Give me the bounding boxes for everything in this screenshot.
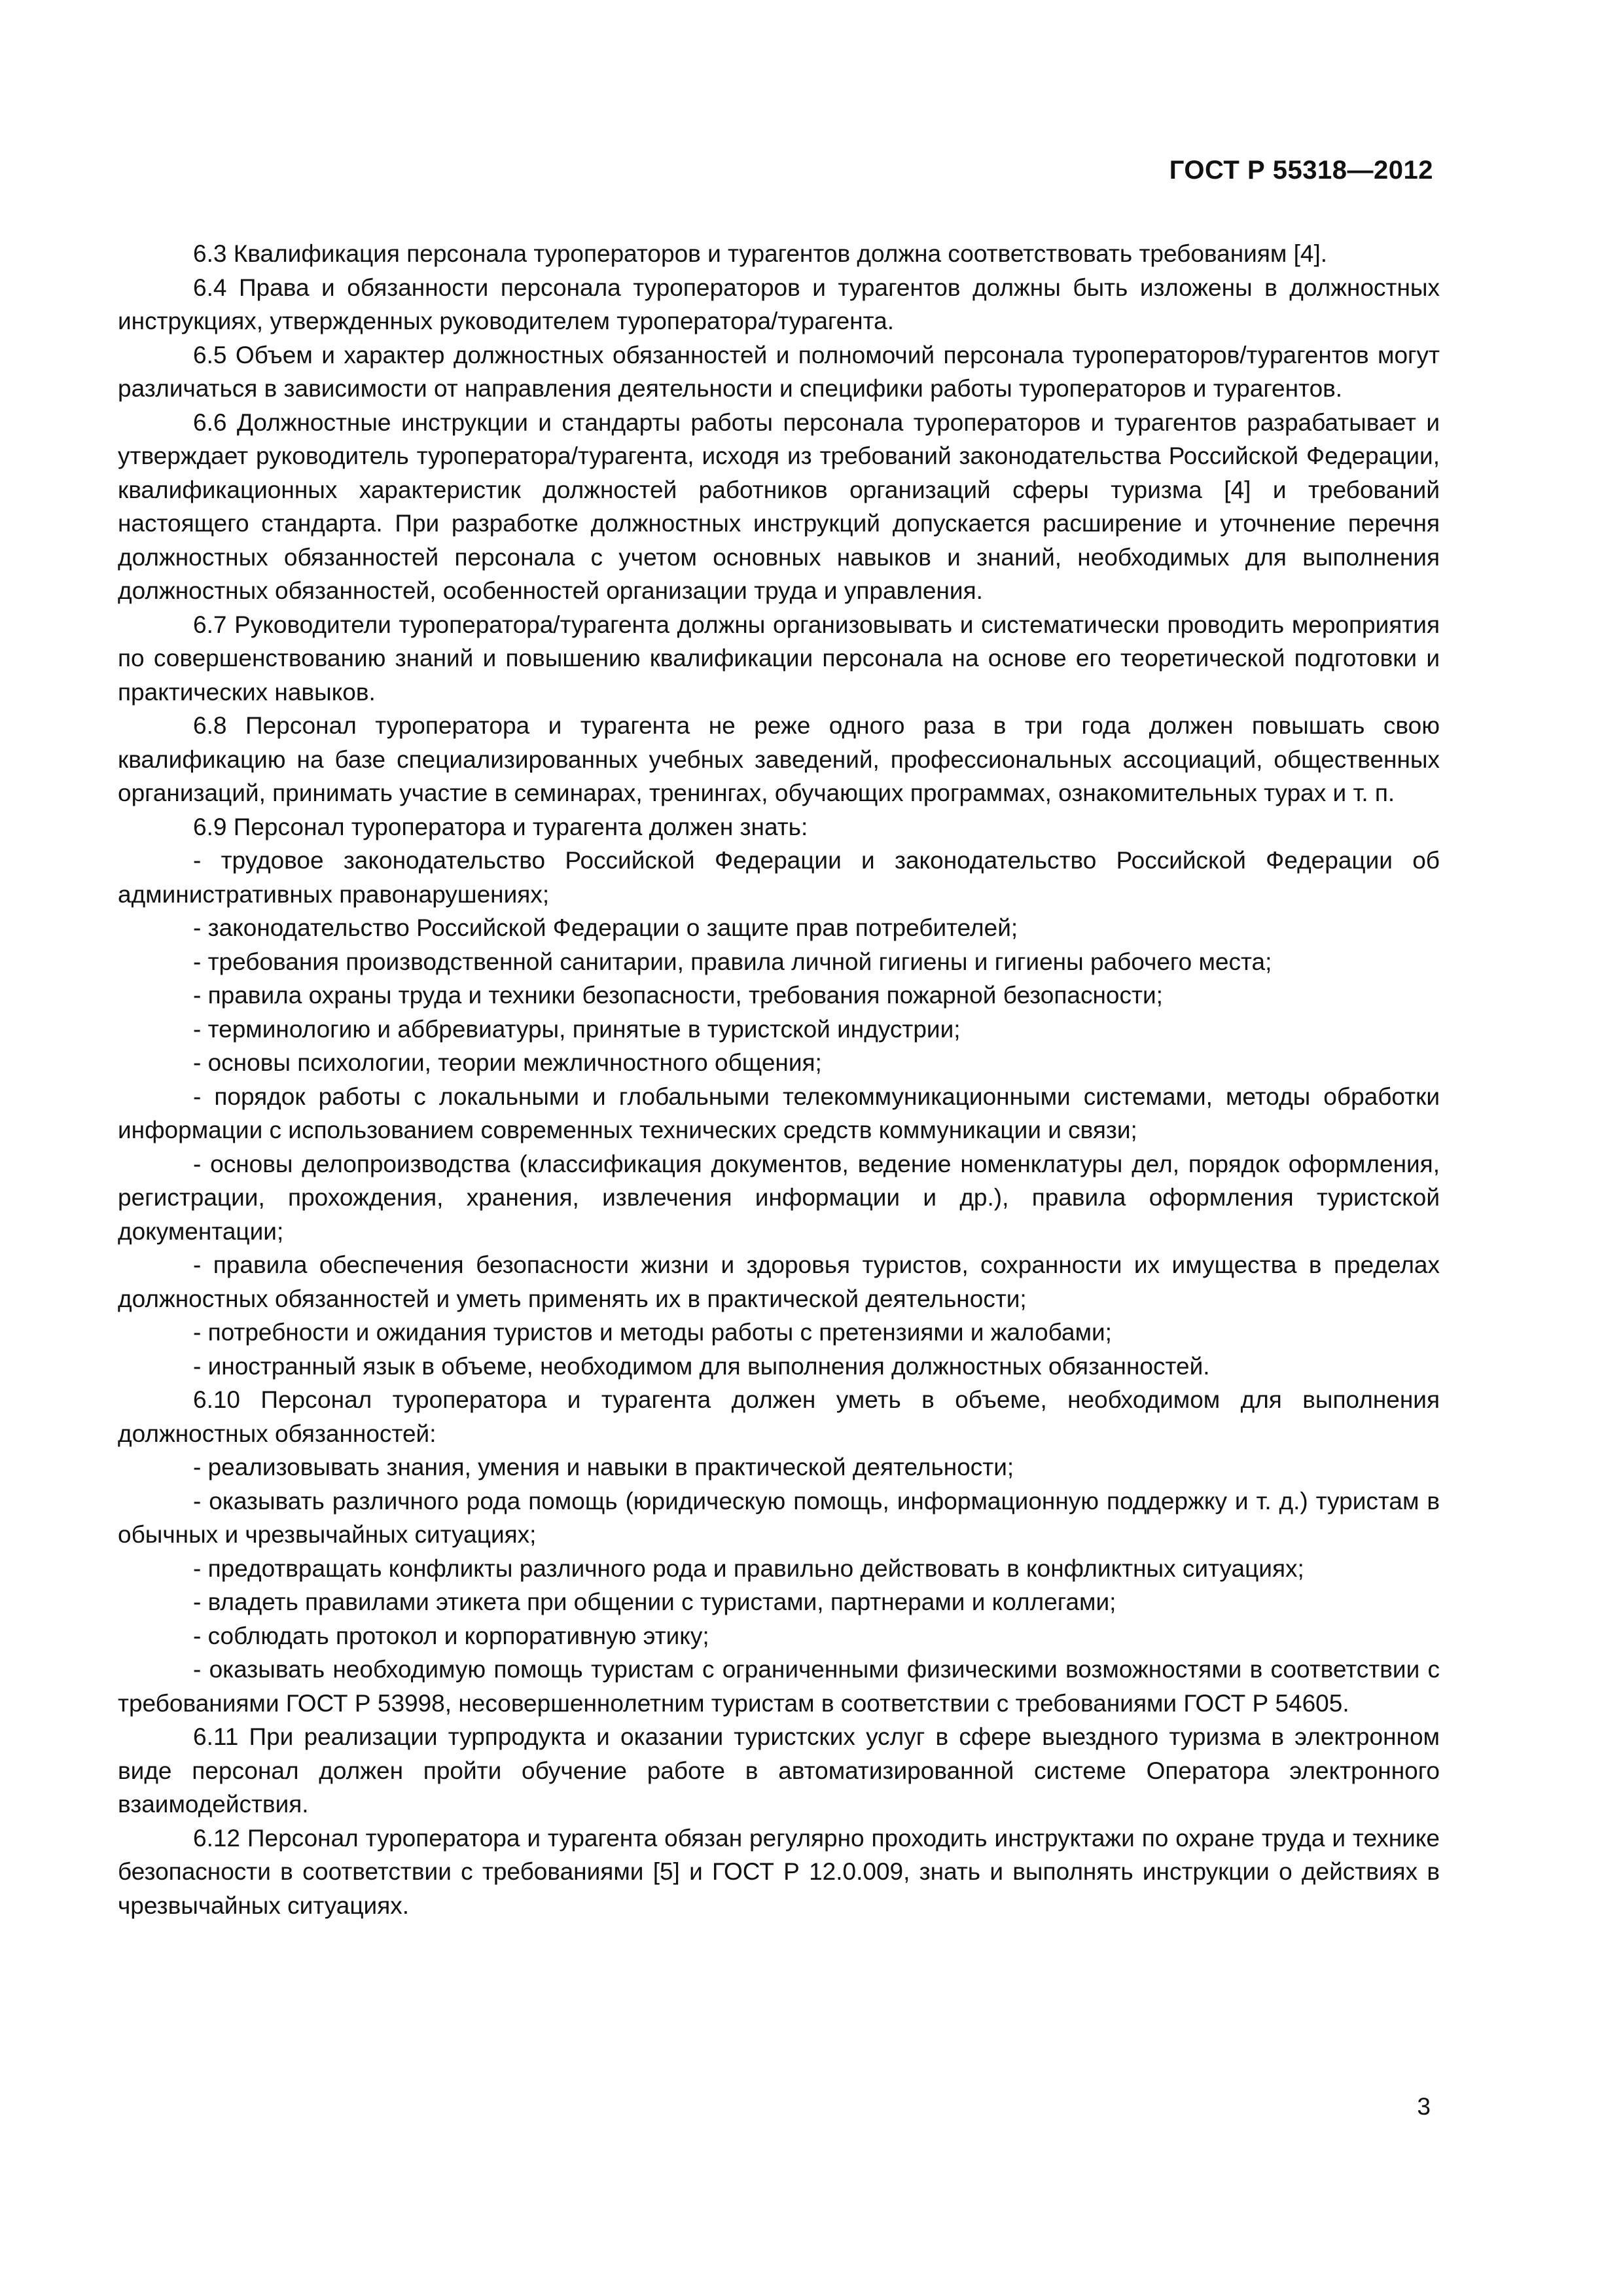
list-item: - правила охраны труда и техники безопасности, требования пожарной безопасности; xyxy=(193,982,1163,1009)
list-item: - законодательство Российской Федерации о защите прав потребителей; xyxy=(193,914,1018,941)
clause-6-10: 6.10 Персонал туроператора и турагента должен уметь в объеме, необходимом для выполнения должностных обязанностей: xyxy=(118,1386,1440,1447)
list-item: - порядок работы с локальными и глобальными телекоммуникационными системами, методы обработки информации с использованием современных технических средств коммуникации и связи; xyxy=(118,1083,1440,1143)
clause-6-3: 6.3 Квалификация персонала туроператоров и турагентов должна соответствовать требованиям [4]. xyxy=(193,240,1328,267)
clause-6-7: 6.7 Руководители туроператора/турагента должны организовывать и систематически проводить мероприятия по совершенствованию знаний и повышению квалификации персонала на основе его теоретической подготовки и практических навыков. xyxy=(118,611,1440,706)
list-item: - иностранный язык в объеме, необходимом для выполнения должностных обязанностей. xyxy=(193,1352,1210,1380)
list-item: - реализовывать знания, умения и навыки в практической деятельности; xyxy=(193,1454,1014,1480)
clause-6-4: 6.4 Права и обязанности персонала туроператоров и турагентов должны быть изложены в должностных инструкциях, утвержденных руководителем туроператора/турагента. xyxy=(118,274,1440,334)
list-item: - требования производственной санитарии, правила личной гигиены и гигиены рабочего места; xyxy=(193,948,1272,975)
document-code-header: ГОСТ Р 55318—2012 xyxy=(1169,156,1433,185)
page-number: 3 xyxy=(1417,2093,1431,2120)
list-item: - основы делопроизводства (классификация документов, ведение номенклатуры дел, порядок оформления, регистрации, прохождения, хранения, извлечения информации и др.), правила оформления туристской документации; xyxy=(118,1150,1440,1245)
clause-6-6: 6.6 Должностные инструкции и стандарты работы персонала туроператоров и турагентов разрабатывает и утверждает руководитель туроператора/турагента, исходя из требований законодательства Российской Федерации, квалификационных характеристик должностей работников организаций сферы туризма [4] и требований настоящего стандарта. При разработке должностных инструкций допускается расширение и уточнение перечня должностных обязанностей персонала с учетом основных навыков и знаний, необходимых для выполнения должностных обязанностей, особенностей организации труда и управления. xyxy=(118,408,1440,604)
list-item: - соблюдать протокол и корпоративную этику; xyxy=(193,1622,709,1649)
clause-6-5: 6.5 Объем и характер должностных обязанностей и полномочий персонала туроператоров/турагентов могут различаться в зависимости от направления деятельности и специфики работы туроператоров и турагентов. xyxy=(118,341,1440,402)
list-item: - оказывать необходимую помощь туристам с ограниченными физическими возможностями в соответствии с требованиями ГОСТ Р 53998, несовершеннолетним туристам в соответствии с требованиями ГОСТ Р 54605. xyxy=(118,1656,1440,1717)
clause-6-11: 6.11 При реализации турпродукта и оказании туристских услуг в сфере выездного туризма в электронном виде персонал должен пройти обучение работе в автоматизированной системе Оператора электронного взаимодействия. xyxy=(118,1723,1440,1818)
list-item: - правила обеспечения безопасности жизни и здоровья туристов, сохранности их имущества в пределах должностных обязанностей и уметь применять их в практической деятельности; xyxy=(118,1251,1440,1312)
list-item: - трудовое законодательство Российской Федерации и законодательство Российской Федерации об административных правонарушениях; xyxy=(118,847,1440,908)
list-item: - владеть правилами этикета при общении с туристами, партнерами и коллегами; xyxy=(193,1588,1116,1615)
list-item: - предотвращать конфликты различного рода и правильно действовать в конфликтных ситуациях; xyxy=(193,1554,1304,1582)
clause-6-8: 6.8 Персонал туроператора и турагента не реже одного раза в три года должен повышать свою квалификацию на базе специализированных учебных заведений, профессиональных ассоциаций, общественных организаций, принимать участие в семинарах, тренингах, обучающих программах, ознакомительных турах и т. п. xyxy=(118,712,1440,806)
list-item: - терминологию и аббревиатуры, принятые в туристской индустрии; xyxy=(193,1015,961,1043)
clause-6-12: 6.12 Персонал туроператора и турагента обязан регулярно проходить инструктажи по охране труда и технике безопасности в соответствии с требованиями [5] и ГОСТ Р 12.0.009, знать и выполнять инструкции о действиях в чрезвычайных ситуациях. xyxy=(118,1824,1440,1919)
clause-6-9: 6.9 Персонал туроператора и турагента должен знать: xyxy=(193,813,808,840)
document-body xyxy=(118,237,1440,1922)
list-item: - основы психологии, теории межличностного общения; xyxy=(193,1049,822,1076)
list-item: - оказывать различного рода помощь (юридическую помощь, информационную поддержку и т. д.) туристам в обычных и чрезвычайных ситуациях; xyxy=(118,1487,1440,1548)
list-item: - потребности и ожидания туристов и методы работы с претензиями и жалобами; xyxy=(193,1319,1112,1346)
